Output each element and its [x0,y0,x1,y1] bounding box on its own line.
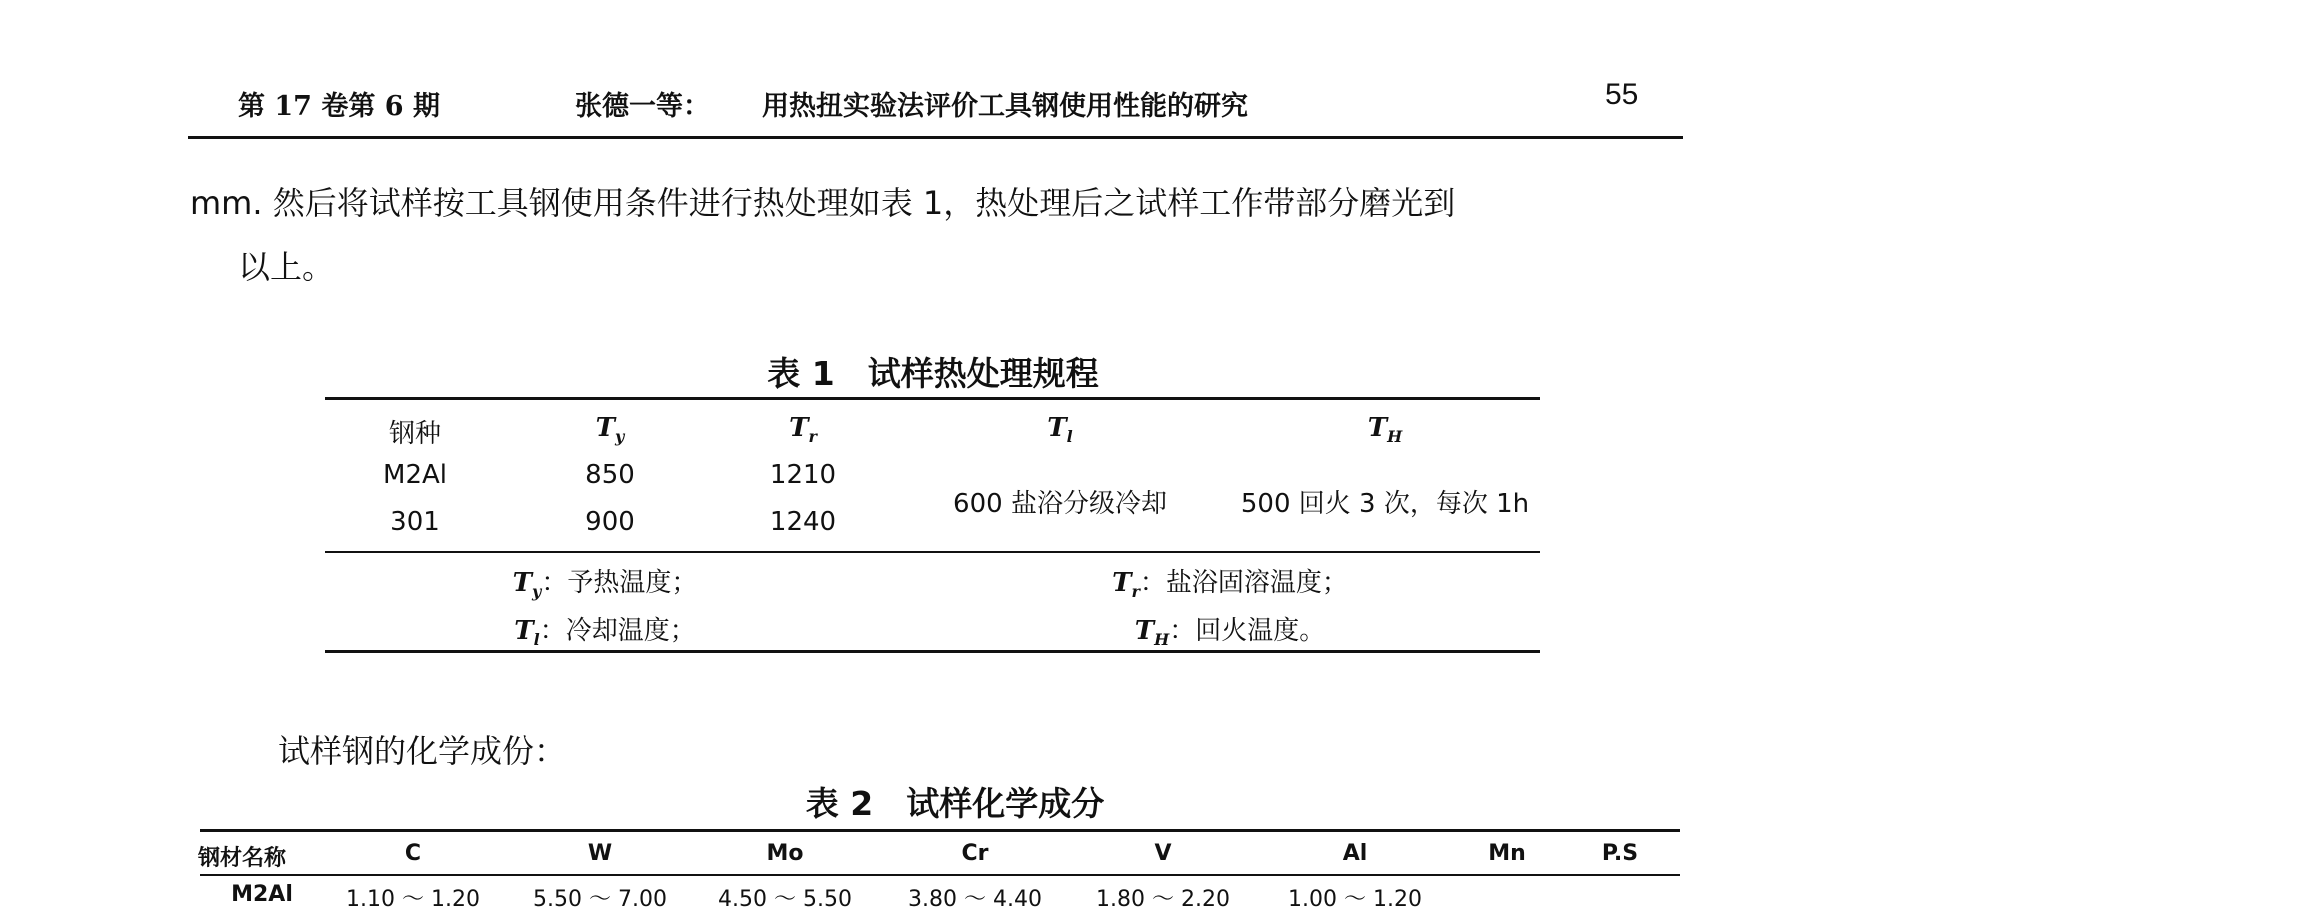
body-line-1: mm. 然后将试样按工具钢使用条件进行热处理如表 1，热处理后之试样工作带部分磨光到 [190,184,1456,222]
header-rule [188,136,1683,139]
table1-cell: 1240 [769,507,837,537]
table1-cell: 850 [585,460,635,490]
page-number: 55 [1605,78,1639,111]
table1-header-tr: $T_r$ [789,413,817,447]
table2-header-c: C [404,841,422,866]
table2-cell: 3.80 ～ 4.40 [908,887,1042,912]
table2-cell: 1.80 ～ 2.20 [1096,887,1230,912]
table1-note: $T_l$：冷却温度； [514,616,696,650]
header-volume: 第 17 卷第 6 期 [238,91,440,122]
header-authors: 张德一等： [575,91,710,122]
table1-header-steel: 钢种 [388,419,442,449]
table1-cell: M2Al [383,460,447,490]
table1-caption: 表 1 试样热处理规程 [767,354,1099,393]
table1-note: $T_r$：盐浴固溶温度； [1112,568,1348,602]
table2-header-rule [200,874,1680,876]
table1-cell: 301 [390,507,440,537]
table2-header-cr: Cr [961,841,989,866]
table2-header-mo: Mo [766,841,804,866]
table1-header-th: $T_H$ [1367,413,1403,447]
table2-header-mn: Mn [1488,841,1526,866]
header-title: 用热扭实验法评价工具钢使用性能的研究 [762,91,1248,122]
table2-header-name: 钢材名称 [197,846,287,871]
table1-header-ty: $T_y$ [595,413,625,447]
table2-cell: 4.50 ～ 5.50 [718,887,852,912]
table1-cell: 900 [585,507,635,537]
table2-cell: 1.00 ～ 1.20 [1288,887,1422,912]
table1-cell: 1210 [769,460,837,490]
table1-note: $T_H$：回火温度。 [1134,616,1326,650]
table2-header-v: V [1154,841,1172,866]
table2-header-w: W [587,841,613,866]
table1-note: $T_y$：予热温度； [512,568,698,602]
table2-header-ps: P.S [1601,841,1639,866]
table1-mid-rule [325,551,1540,553]
table2-top-rule [200,829,1680,832]
table1-header-tl: $T_l$ [1047,413,1073,447]
table1-top-rule [325,397,1540,400]
table2-cell: 1.10 ～ 1.20 [346,887,480,912]
table2-cell: 5.50 ～ 7.00 [533,887,667,912]
table2-caption: 表 2 试样化学成分 [805,784,1105,823]
table2-cell: M2Al [231,882,293,907]
table2-header-al: Al [1342,841,1368,866]
body-line-2: 以上。 [238,248,335,286]
body-line-3: 试样钢的化学成份： [278,732,567,770]
table1-bottom-rule [325,650,1540,653]
table1-cooling-cell: 600 盐浴分级冷却 [953,489,1167,519]
table1-tempering-cell: 500 回火 3 次，每次 1h [1240,489,1530,519]
